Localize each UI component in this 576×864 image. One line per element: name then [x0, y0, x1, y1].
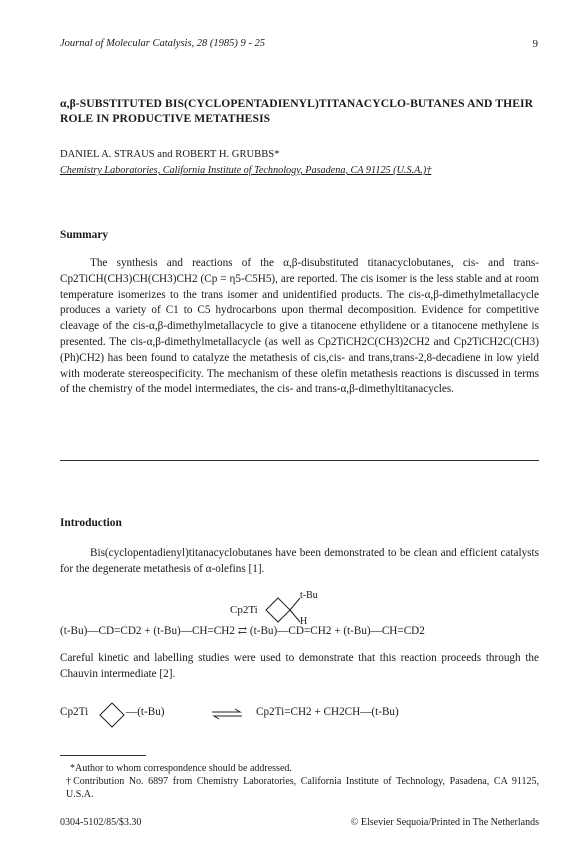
publisher-line: © Elsevier Sequoia/Printed in The Netherlands: [350, 817, 539, 828]
running-header: [60, 38, 538, 52]
scheme2-substituent: —(t-Bu): [126, 706, 165, 718]
article-title: α,β-SUBSTITUTED BIS(CYCLOPENTADIENYL)TITANACYCLO-BUTANES AND THEIR ROLE IN PRODUCTIVE METATHESIS: [60, 97, 534, 125]
page-number: 9: [532, 38, 538, 50]
degenerate-metathesis-equation: (t-Bu)—CD=CD2 + (t-Bu)—CH=CH2 ⇄ (t-Bu)—CD=CH2 + (t-Bu)—CH=CD2: [60, 625, 425, 637]
footnote-correspondence: *Author to whom correspondence should be addressed.: [70, 763, 292, 774]
equilibrium-arrow-icon: [210, 708, 244, 720]
summary-text: The synthesis and reactions of the α,β-disubstituted titanacyclobutanes, cis- and trans-Cp2TiCH(CH3)CH(CH3)CH2 (Cp = η5-C5H5), are reported. The cis isomer is the less stable and at room temperature isomerizes to the trans isomer and unidentified products. The cis-α,β-dimethylmetallacycle produces a variety of C1 to C5 hydrocarbons upon thermal decomposition. Evidence for competitive cleavage of the cis-α,β-dimethylmetallacycle to give a titanocene ethylidene or a titanocene methylene is presented. The cis-α,β-dimethylmetallacycle (as well as Cp2TiCH2C(CH3)2CH2 and Cp2TiCH2C(CH3)(Ph)CH2) has been found to catalyze the metathesis of cis,cis- and trans,trans-2,8-decadiene in low yield with moderate stereospecificity. The mechanism of these olefin metathesis reactions is discussed in terms of the chemistry of the model intermediates, the cis- and trans-α,β-dimethyltitanacycles.: [60, 257, 539, 396]
footnote-divider: [60, 755, 146, 756]
chauvin-intermediate-equation: [60, 700, 540, 730]
article-authors: DANIEL A. STRAUS and ROBERT H. GRUBBS*: [60, 149, 280, 160]
article-code: 0304-5102/85/$3.30: [60, 817, 142, 828]
journal-citation: Journal of Molecular Catalysis, 28 (1985) 9 - 25: [60, 38, 266, 49]
introduction-paragraph-2: Careful kinetic and labelling studies were used to demonstrate that this reaction proceeds through the Chauvin intermediate [2].: [60, 652, 539, 680]
summary-heading: Summary: [60, 229, 109, 241]
scheme1-metal: Cp2Ti: [230, 604, 258, 616]
scheme2-metal: Cp2Ti: [60, 706, 89, 718]
scheme1-substituent-top: t-Bu: [300, 590, 318, 601]
introduction-heading: Introduction: [60, 517, 122, 529]
scheme2-products: Cp2Ti=CH2 + CH2CH—(t-Bu): [256, 706, 399, 718]
author-affiliation: Chemistry Laboratories, California Institute of Technology, Pasadena, CA 91125 (U.S.A.)†: [60, 165, 432, 176]
summary-divider: [60, 460, 539, 461]
footnotes: [60, 762, 539, 801]
footnote-contribution: †Contribution No. 6897 from Chemistry Laboratories, California Institute of Technology, Pasadena, CA 91125, U.S.A.: [66, 776, 539, 800]
cyclobutane-ring-icon: [264, 592, 304, 628]
scheme1-substituent-bottom: H: [300, 616, 308, 627]
introduction-paragraph-1: Bis(cyclopentadienyl)titanacyclobutanes have been demonstrated to be clean and efficient catalysts for the degenerate metathesis of α-olefins [1].: [60, 547, 539, 575]
